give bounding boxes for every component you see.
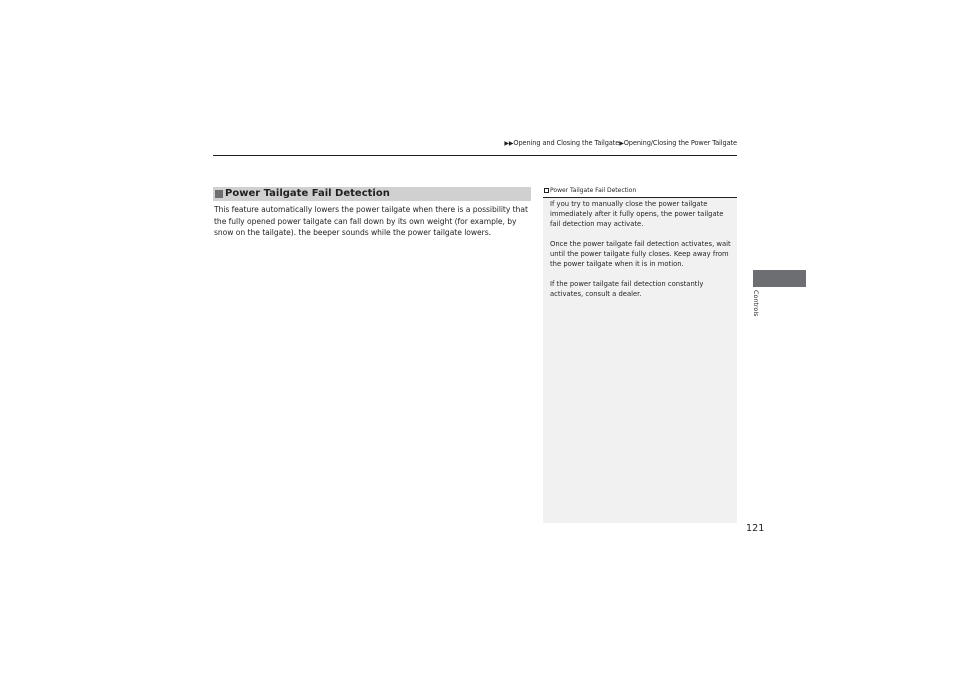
section-heading: [213, 187, 531, 201]
note-header: [543, 186, 737, 198]
note-paragraph: If the power tailgate fail detection constantly activates, consult a dealer.: [550, 280, 704, 298]
note-paragraph: Once the power tailgate fail detection activates, wait until the power tailgate fully closes. Keep away from the power tailgate when it is in motion.: [550, 240, 731, 268]
chapter-tab-label: Controls: [752, 290, 760, 317]
note-header-title[interactable]: Power Tailgate Fail Detection: [550, 187, 637, 194]
note-paragraph: If you try to manually close the power tailgate immediately after it fully opens, the power tailgate fail detection may activate.: [550, 200, 724, 228]
body-paragraph: This feature automatically lowers the power tailgate when there is a possibility that the fully opened power tailgate can fall down by its own weight (for example, by snow on the tailgate). the beeper sounds while the power tailgate lowers.: [214, 205, 528, 237]
reference-icon: [544, 188, 549, 193]
section-square-icon: [215, 190, 223, 198]
breadcrumb-section-link[interactable]: Opening and Closing the Tailgate: [513, 139, 620, 147]
note-body: [550, 199, 734, 309]
chapter-tab[interactable]: [753, 270, 806, 287]
breadcrumb-page-link[interactable]: Opening/Closing the Power Tailgate: [623, 139, 737, 147]
section-title: Power Tailgate Fail Detection: [225, 188, 390, 199]
page-number: 121: [746, 523, 765, 534]
breadcrumb: [504, 138, 737, 149]
header-divider: [213, 155, 737, 156]
double-arrow-icon: ▶▶: [504, 140, 514, 147]
note-sidebar: [543, 186, 737, 523]
arrow-icon: ▶: [619, 140, 624, 147]
